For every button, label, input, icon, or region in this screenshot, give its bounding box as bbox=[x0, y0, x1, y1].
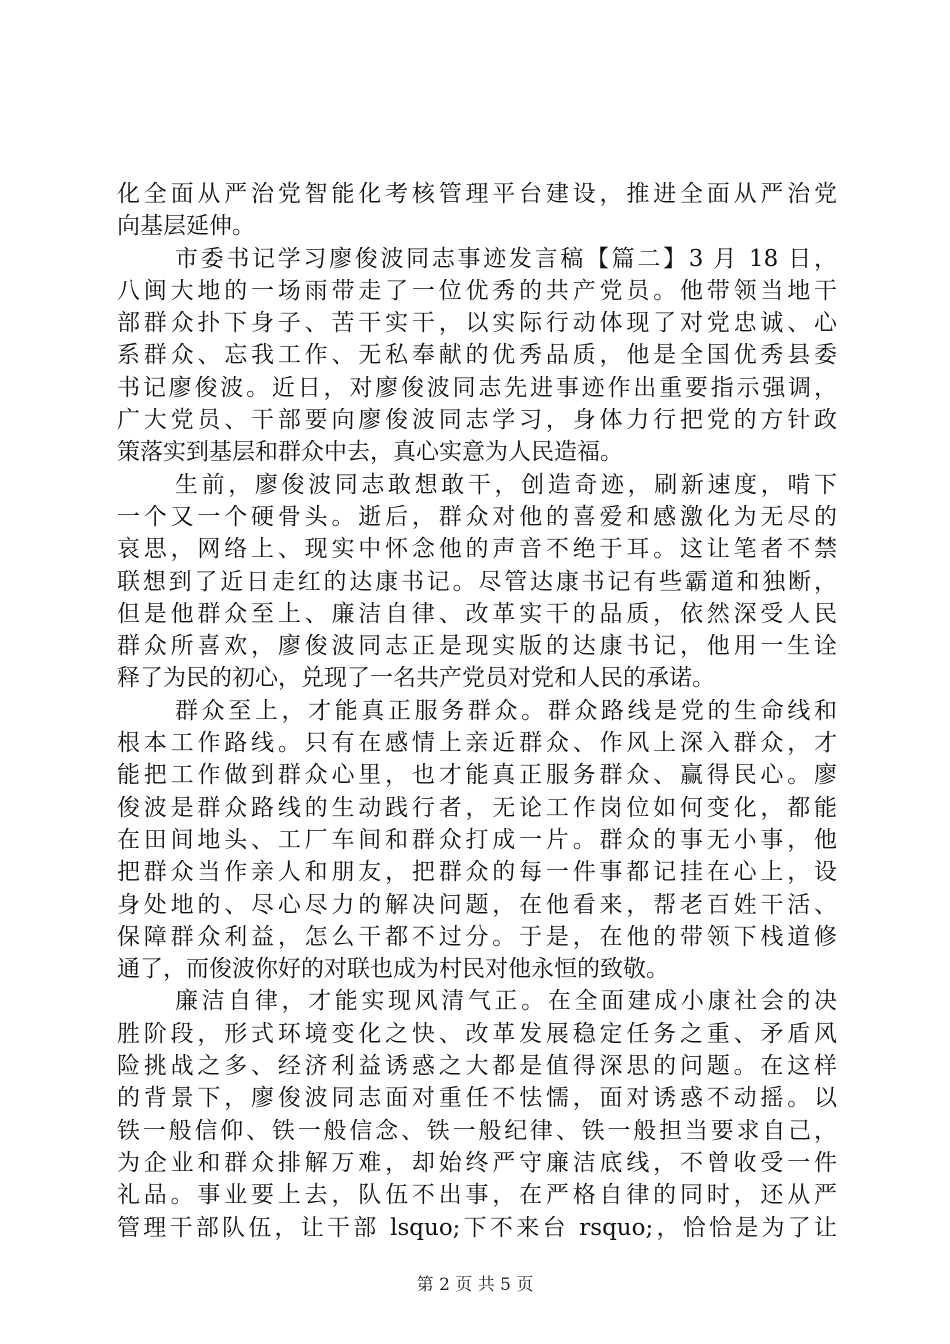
text-line: 化全面从严治党智能化考核管理平台建设，推进全面从严治党 bbox=[117, 181, 837, 207]
text-line: 联想到了近日走红的达康书记。尽管达康书记有些霸道和独断， bbox=[117, 568, 837, 595]
text-line: 策落实到基层和群众中去，真心实意为人民造福。 bbox=[117, 439, 623, 466]
text-line: 根本工作路线。只有在感情上亲近群众、作风上深入群众，才 bbox=[117, 730, 837, 757]
paragraph-first-line: 廉洁自律，才能实现风清气正。在全面建成小康社会的决 bbox=[175, 988, 837, 1015]
text-line: 险挑战之多、经济利益诱惑之大都是值得深思的问题。在这样 bbox=[117, 1053, 837, 1080]
text-line: 的背景下，廖俊波同志面对重任不怯懦，面对诱惑不动摇。以 bbox=[117, 1085, 837, 1112]
text-line: 能把工作做到群众心里，也才能真正服务群众、赢得民心。廖 bbox=[117, 762, 837, 789]
text-line: 哀思，网络上、现实中怀念他的声音不绝于耳。这让笔者不禁 bbox=[117, 536, 837, 563]
text-line: 俊波是群众路线的生动践行者，无论工作岗位如何变化，都能 bbox=[117, 794, 837, 821]
text-line: 广大党员、干部要向廖俊波同志学习，身体力行把党的方针政 bbox=[117, 407, 837, 434]
paragraph-first-line: 生前，廖俊波同志敢想敢干，创造奇迹，刷新速度，啃下 bbox=[175, 471, 837, 498]
paragraph-first-line: 市委书记学习廖俊波同志事迹发言稿【篇二】3 月 18 日， bbox=[175, 245, 837, 272]
text-line: 礼品。事业要上去，队伍不出事，在严格自律的同时，还从严 bbox=[117, 1182, 837, 1209]
text-line: 为企业和群众排解万难，却始终严守廉洁底线，不曾收受一件 bbox=[117, 1149, 837, 1176]
paragraph-first-line: 群众至上，才能真正服务群众。群众路线是党的生命线和 bbox=[175, 697, 837, 724]
document-body bbox=[117, 178, 837, 1244]
text-line: 管理干部队伍，让干部 lsquo;下不来台 rsquo;，恰恰是为了让 bbox=[117, 1214, 837, 1241]
text-line: 八闽大地的一场雨带走了一位优秀的共产党员。他带领当地干 bbox=[117, 277, 837, 304]
text-line: 保障群众利益，怎么干都不过分。于是，在他的带领下栈道修 bbox=[117, 923, 837, 950]
text-line: 胜阶段，形式环境变化之快、改革发展稳定任务之重、矛盾风 bbox=[117, 1020, 837, 1047]
text-line: 释了为民的初心，兑现了一名共产党员对党和人民的承诺。 bbox=[117, 665, 715, 692]
text-line: 身处地的、尽心尽力的解决问题，在他看来，帮老百姓干活、 bbox=[117, 891, 837, 918]
text-line: 系群众、忘我工作、无私奉献的优秀品质，他是全国优秀县委 bbox=[117, 342, 837, 369]
text-line: 书记廖俊波。近日，对廖俊波同志先进事迹作出重要指示强调， bbox=[117, 374, 837, 401]
text-line: 向基层延伸。 bbox=[117, 213, 255, 240]
text-line: 通了，而俊波你好的对联也成为村民对他永恒的致敬。 bbox=[117, 956, 669, 983]
text-line: 在田间地头、工厂车间和群众打成一片。群众的事无小事，他 bbox=[117, 826, 837, 853]
page-footer: 第 2 页 共 5 页 bbox=[416, 1275, 534, 1295]
text-line: 一个又一个硬骨头。逝后，群众对他的喜爱和感激化为无尽的 bbox=[117, 503, 837, 530]
text-line: 铁一般信仰、铁一般信念、铁一般纪律、铁一般担当要求自己， bbox=[117, 1117, 837, 1144]
text-line: 群众所喜欢，廖俊波同志正是现实版的达康书记，他用一生诠 bbox=[117, 633, 837, 660]
text-line: 部群众扑下身子、苦干实干，以实际行动体现了对党忠诚、心 bbox=[117, 310, 837, 337]
text-line: 把群众当作亲人和朋友，把群众的每一件事都记挂在心上，设 bbox=[117, 859, 837, 886]
text-line: 但是他群众至上、廉洁自律、改革实干的品质，依然深受人民 bbox=[117, 600, 837, 627]
